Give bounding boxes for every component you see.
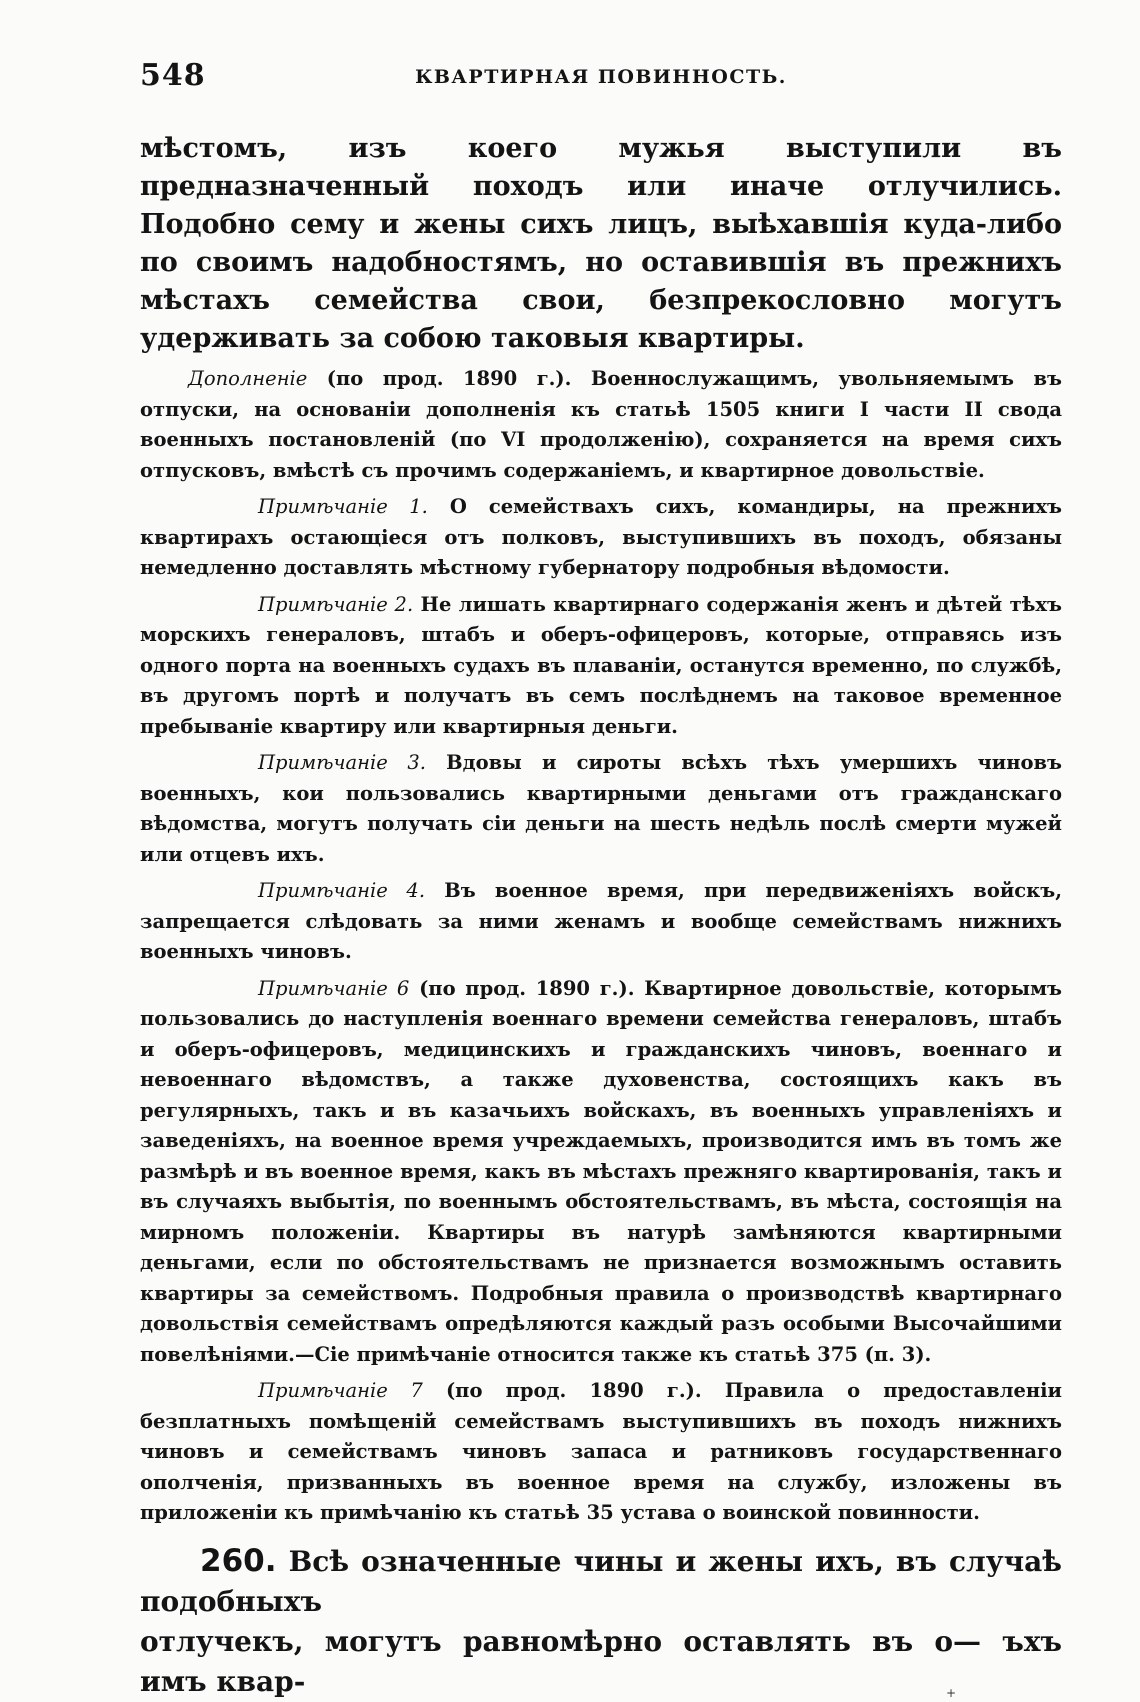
- article-260: [140, 1541, 1062, 1702]
- print-mark: +: [946, 1686, 957, 1700]
- note-label: Примѣчаніе 1.: [258, 495, 428, 518]
- book-page: [140, 58, 1062, 1702]
- note-1: [140, 492, 1062, 584]
- addition-label: Дополненіе: [188, 367, 308, 390]
- note-label: Примѣчаніе 6: [258, 976, 410, 1000]
- note-text: Вдовы и сироты всѣхъ тѣхъ умершихъ чиновъ военныхъ, кои пользовались квартирными деньгами отъ гражданскаго вѣдомства, могутъ получать сіи деньги на шесть недѣль послѣ смерти мужей или отцевъ ихъ.: [140, 751, 1062, 866]
- note-text: (по прод. 1890 г.). Квартирное довольствіе, которымъ пользовались до наступленія военнаго времени семейства генераловъ, штабъ и оберъ-офицеровъ, медицинскихъ и гражданскихъ чиновъ, военнаго и невоеннаго вѣдомствъ, а также духовенства, состоящихъ какъ въ регулярныхъ, такъ и въ казачьихъ войскахъ, въ военныхъ управленіяхъ и заведеніяхъ, на военное время учреждаемыхъ, производится имъ въ томъ же размѣрѣ и въ военное время, какъ въ мѣстахъ прежняго квартированія, такъ и въ случаяхъ выбытія, по военнымъ обстоятельствамъ, въ мѣста, состоящія на мирномъ положеніи. Квартиры въ натурѣ замѣняются квартирными деньгами, если по обстоятельствамъ не признается возможнымъ оставить квартиры за семействомъ. Подробныя правила о производствѣ квартирнаго довольствія семействамъ опредѣляются каждый разъ особыми Высочайшими повелѣніями.—Сіе примѣчаніе относится также къ статьѣ 375 (п. 3).: [140, 976, 1062, 1366]
- article-number: 260.: [200, 1542, 277, 1579]
- note-4: [140, 876, 1062, 968]
- running-head: КВАРТИРНАЯ ПОВИННОСТЬ.: [415, 66, 787, 88]
- note-text: (по прод. 1890 г.). Правила о предоставленіи безплатныхъ помѣщеній семействамъ выступившихъ въ походъ нижнихъ чиновъ и семействамъ чиновъ запаса и ратниковъ государственнаго ополченія, призванныхъ въ военное время на службу, изложены въ приложеніи къ примѣчанію къ статьѣ 35 устава о воинской повинности.: [140, 1379, 1062, 1524]
- note-text: О семействахъ сихъ, командиры, на прежнихъ квартирахъ остающіеся отъ полковъ, выступившихъ въ походъ, обязаны немедленно доставлять мѣстному губернатору подробныя вѣдомости.: [140, 495, 1062, 579]
- addition-paragraph: [140, 364, 1062, 486]
- note-7: [140, 1376, 1062, 1529]
- addition-text: (по прод. 1890 г.). Военнослужащимъ, увольняемымъ въ отпуски, на основаніи дополненія къ статьѣ 1505 книги I части II свода военныхъ постановленій (по VI продолженію), сохраняется на время сихъ отпусковъ, вмѣстѣ съ прочимъ содержаніемъ, и квартирное довольствіе.: [140, 367, 1062, 482]
- note-2: [140, 590, 1062, 743]
- note-6: [140, 974, 1062, 1371]
- note-text: Въ военное время, при передвиженіяхъ войскъ, запрещается слѣдовать за ними женамъ и вообще семействамъ нижнихъ военныхъ чиновъ.: [140, 879, 1062, 963]
- note-label: Примѣчаніе 4.: [258, 879, 426, 902]
- note-3: [140, 748, 1062, 870]
- note-label: Примѣчаніе 7: [258, 1379, 423, 1402]
- article-tail: отлучекъ, могутъ равномѣрно оставлять въ о— ъхъ имъ квар-: [140, 1624, 1062, 1698]
- article-text: Всѣ означенные чины и жены ихъ, въ случаѣ подобныхъ: [140, 1544, 1062, 1618]
- note-label: Примѣчаніе 2.: [258, 592, 414, 616]
- page-number: 548: [140, 58, 206, 93]
- note-label: Примѣчаніе 3.: [258, 751, 426, 774]
- note-text: Не лишать квартирнаго содержанія женъ и дѣтей тѣхъ морскихъ генераловъ, штабъ и оберъ-офицеровъ, которые, отправясь изъ одного порта на военныхъ судахъ въ плаваніи, останутся временно, по службѣ, въ другомъ портѣ и получатъ въ семъ послѣднемъ на таковое временное пребываніе квартиру или квартирныя деньги.: [140, 592, 1062, 738]
- page-header: [140, 58, 1062, 98]
- main-paragraph: мѣстомъ, изъ коего мужья выступили въ предназначенный походъ или иначе отлучились. Подобно сему и жены сихъ лицъ, выѣхавшія куда-либо по своимъ надобностямъ, но оставившія въ прежнихъ мѣстахъ семейства свои, безпрекословно могутъ удерживать за собою таковыя квартиры.: [140, 133, 1062, 354]
